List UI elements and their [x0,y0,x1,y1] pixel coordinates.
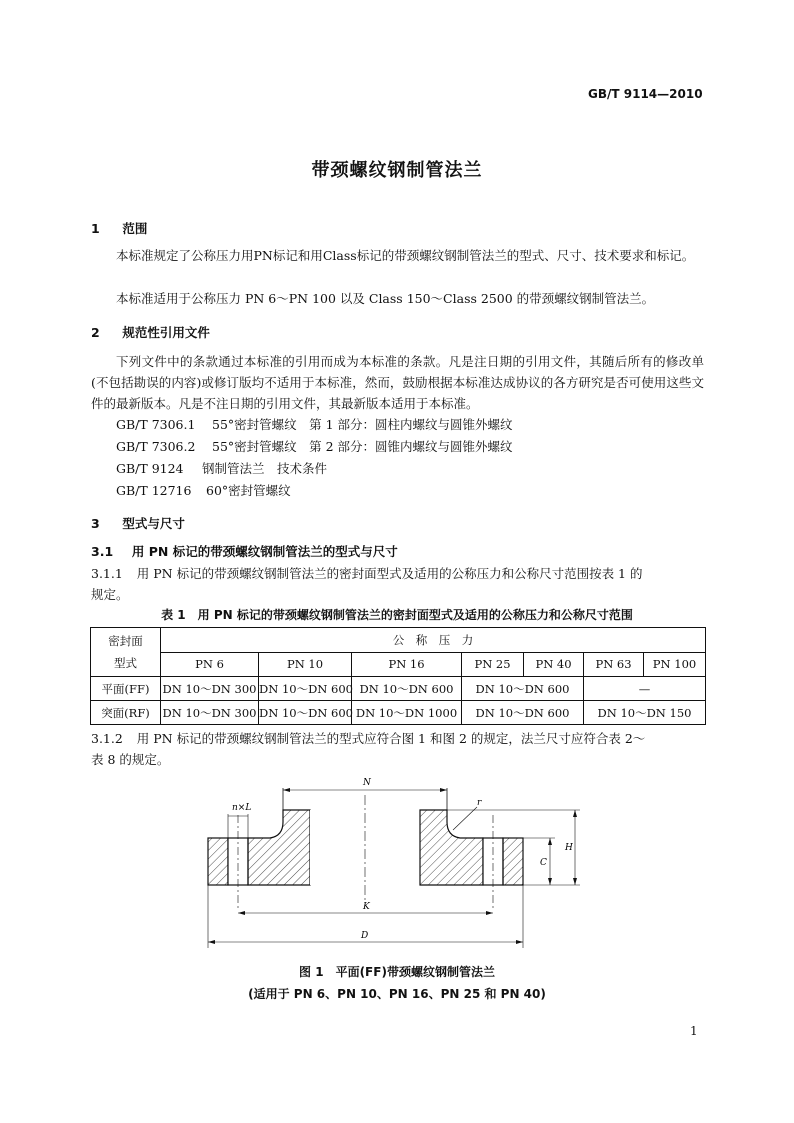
table-header-nominal-pressure: 公 称 压 力 [161,628,706,653]
table-cell: DN 10～DN 150 [584,701,706,725]
reference-code: GB/T 7306.2 [116,439,196,454]
clause-3-1-1 [91,564,642,582]
table-row [91,701,706,725]
section-2-paragraph: 下列文件中的条款通过本标准的引用而成为本标准的条款。凡是注日期的引用文件，其随后所有的修改单(不包括勘误的内容)或修订版均不适用于本标准，然而，鼓励根据本标准达成协议的各方研究是否可使用这些文件的最新版本。凡是不注日期的引用文件，其最新版本适用于本标准。 [91,354,704,411]
section-1-heading [91,219,147,237]
bolt-hole-left [228,838,248,885]
clause-3-1-1-cont: 规定。 [91,587,129,602]
figure-1-flange-drawing [195,770,595,955]
table-header-pn: PN 40 [524,652,584,677]
section-title: 型式与尺寸 [122,516,185,531]
dim-label-C: C [540,858,547,868]
reference-title: 55°密封管螺纹 第 1 部分：圆柱内螺纹与圆锥外螺纹 [212,417,513,432]
dim-label-N: N [363,778,371,788]
table-cell: DN 10～DN 600 [462,677,584,701]
table-header-pn: PN 10 [259,652,352,677]
section-title: 范围 [122,221,148,236]
dim-label-K: K [363,902,370,912]
section-number: 2 [91,325,100,340]
flange-section-right-hub [420,810,483,885]
table-cell: DN 10～DN 600 [352,677,462,701]
dim-label-D: D [361,931,369,941]
section-3-heading [91,514,185,532]
reference-item [116,481,291,499]
section-number: 1 [91,221,100,236]
flange-section-right-outer [503,838,523,885]
standard-code: GB/T 9114—2010 [588,87,703,101]
table-1-caption: 表 1 用 PN 标记的带颈螺纹钢制管法兰的密封面型式及适用的公称压力和公称尺寸范围 [161,608,633,622]
header-text: 密封面 [108,634,143,648]
table-cell: DN 10～DN 600 [462,701,584,725]
table-header-pn: PN 63 [584,652,644,677]
table-header-pn: PN 25 [462,652,524,677]
clause-text: 用 PN 标记的带颈螺纹钢制管法兰的型式应符合图 1 和图 2 的规定，法兰尺寸应符合表 2～ [136,731,646,746]
section-title: 规范性引用文件 [122,325,210,340]
reference-title: 55°密封管螺纹 第 2 部分：圆锥内螺纹与圆锥外螺纹 [212,439,513,454]
table-cell: DN 10～DN 600 [259,677,352,701]
clause-3-1-2-cont: 表 8 的规定。 [91,752,170,767]
section-2-heading [91,323,210,341]
dim-label-r: r [477,798,482,808]
table-header-row [91,628,706,653]
figure-1-caption: 图 1 平面(FF)带颈螺纹钢制管法兰 [299,965,495,979]
page-number: 1 [690,1024,698,1038]
table-1 [90,627,706,725]
section-number: 3.1 [91,544,114,559]
document-title: 带颈螺纹钢制管法兰 [311,160,483,181]
dim-label-H: H [565,843,573,853]
table-cell-type: 平面(FF) [91,677,161,701]
header-text: 型式 [114,656,137,670]
subsection-3-1-heading [91,542,398,560]
table-header-pn: PN 6 [161,652,259,677]
table-cell: DN 10～DN 300 [161,701,259,725]
dim-label-nL: n×L [232,803,252,813]
reference-code: GB/T 9124 [116,461,184,476]
section-title: 用 PN 标记的带颈螺纹钢制管法兰的型式与尺寸 [131,544,398,559]
clause-number: 3.1.2 [91,731,123,746]
flange-section-left-outer [208,838,228,885]
table-header-pn: PN 16 [352,652,462,677]
reference-title: 钢制管法兰 技术条件 [202,461,328,476]
reference-item [116,415,513,433]
clause-number: 3.1.1 [91,566,123,581]
reference-item [116,437,513,455]
table-cell: DN 10～DN 300 [161,677,259,701]
reference-item [116,459,327,477]
table-header-row [91,652,706,677]
section-1-paragraph-1: 本标准规定了公称压力用PN标记和用Class标记的带颈螺纹钢制管法兰的型式、尺寸、技术要求和标记。 [116,248,695,263]
bolt-hole-right [483,838,503,885]
table-cell-type: 突面(RF) [91,701,161,725]
table-header-seal-type [91,628,161,677]
section-number: 3 [91,516,100,531]
flange-section-left-hub [248,810,310,885]
table-row [91,677,706,701]
table-cell: — [584,677,706,701]
reference-title: 60°密封管螺纹 [206,483,291,498]
clause-3-1-2 [91,729,645,747]
clause-text: 用 PN 标记的带颈螺纹钢制管法兰的密封面型式及适用的公称压力和公称尺寸范围按表 1 的 [136,566,643,581]
reference-code: GB/T 12716 [116,483,192,498]
reference-code: GB/T 7306.1 [116,417,196,432]
section-1-paragraph-2: 本标准适用于公称压力 PN 6～PN 100 以及 Class 150～Class 2500 的带颈螺纹钢制管法兰。 [116,291,655,306]
table-cell: DN 10～DN 1000 [352,701,462,725]
figure-1-subcaption: (适用于 PN 6、PN 10、PN 16、PN 25 和 PN 40) [248,987,546,1001]
table-header-pn: PN 100 [644,652,706,677]
table-cell: DN 10～DN 600 [259,701,352,725]
